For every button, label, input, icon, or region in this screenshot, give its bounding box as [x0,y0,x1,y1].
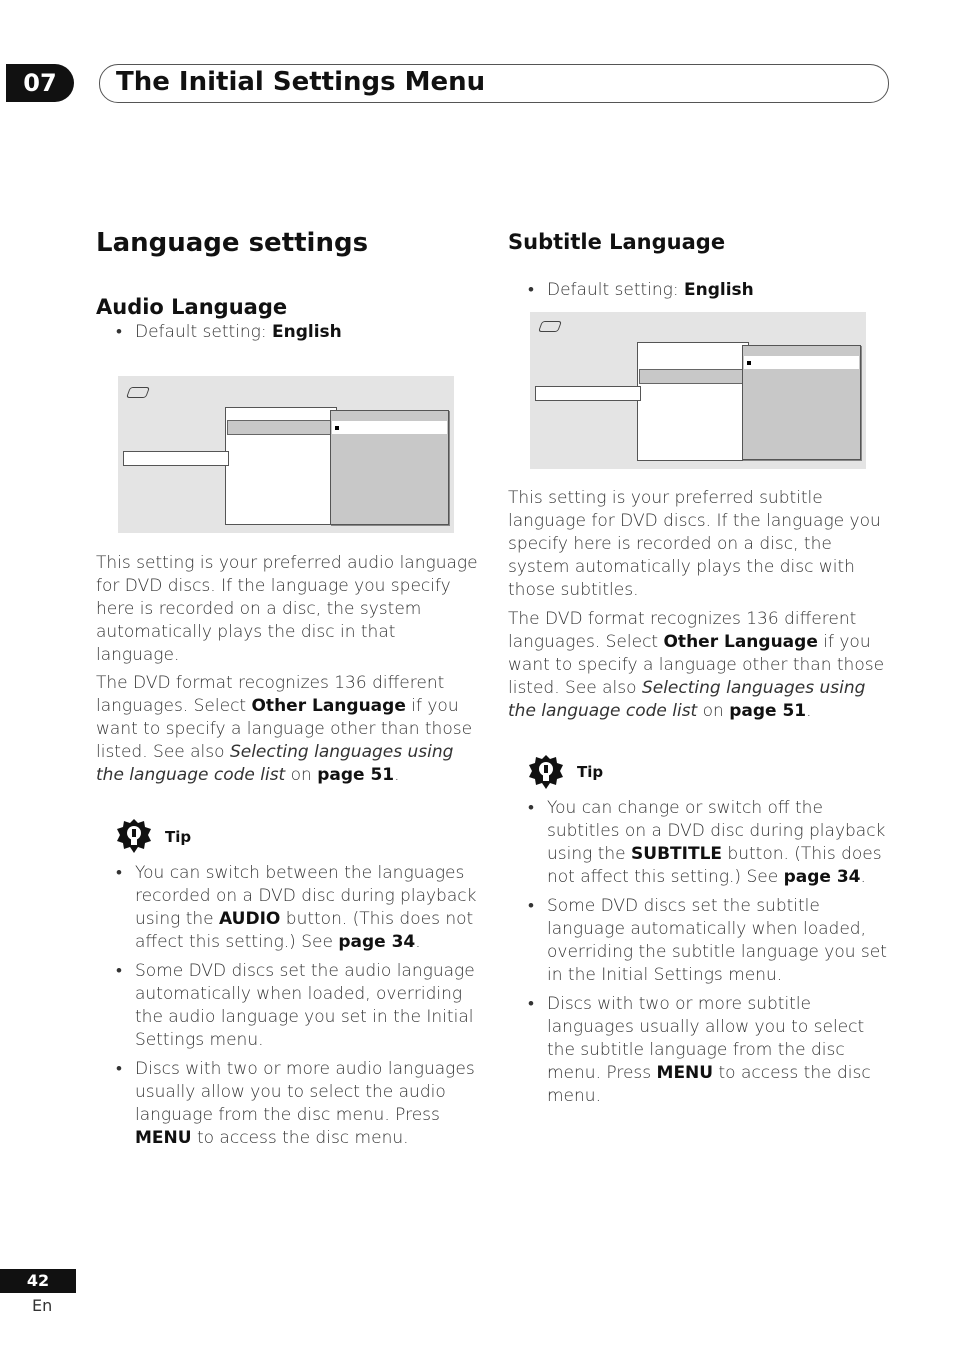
text-run: Discs with two or more subtitle languages usually allow you to select the subtitle language from the disc menu. Press [547,994,865,1083]
audio-description: This setting is your preferred audio language for DVD discs. If the language you specify here is recorded on a disc, the system automatically plays the disc in that language. [96,553,478,665]
text-run: to access the disc menu. [547,1063,871,1106]
subtitle-description: This setting is your preferred subtitle language for DVD discs. If the language you specify here is recorded on a disc, the system automatically plays the disc with those subtitles. [508,488,881,600]
menu-tab [123,451,229,466]
page-reference: page 34 [338,932,416,952]
disc-icon [538,321,562,332]
menu-panel [637,342,749,461]
subtitle-tip-list [508,797,890,1114]
subtitle-default-setting [508,279,917,302]
audio-language-count [96,672,478,787]
subtitle-tip-label: Tip [577,763,604,781]
selection-marker-icon [747,361,751,365]
disc-icon [126,387,150,398]
text-run: on [285,765,318,785]
list-item [96,1058,478,1150]
text-run: button. (This does not affect this setting.) See [547,844,882,887]
section-title: Language settings [96,228,369,258]
audio-default-value: English [272,322,342,342]
subtitle-button-term: SUBTITLE [631,844,723,864]
audio-button-term: AUDIO [219,909,281,929]
list-item: • Some DVD discs set the subtitle language automatically when loaded, overriding the subtitle language you set in the Initial Settings menu. [508,895,890,987]
other-language-term: Other Language [251,696,406,716]
menu-button-term: MENU [656,1063,714,1083]
language-code: En [32,1296,53,1315]
text-run: . [860,867,866,887]
page-reference: page 51 [729,701,807,721]
cross-reference-title: Selecting languages using the language code list [96,742,454,785]
text-run: button. (This does not affect this setting.) See [135,909,474,952]
menu-highlight-row [639,369,747,384]
audio-tip-label: Tip [165,828,192,846]
text-run: if you want to specify a language other than those listed. See also [508,632,885,698]
audio-language-heading: Audio Language [96,295,288,319]
list-item [508,797,890,889]
list-item [508,993,890,1108]
lightbulb-tip-icon [116,818,152,854]
text-run: You can switch between the languages recorded on a DVD disc during playback using the [135,863,477,929]
page-reference: page 51 [317,765,395,785]
subtitle-default-value: English [684,280,754,300]
selection-marker-icon [335,426,339,430]
text-run: The DVD format recognizes 136 different languages. Select [508,609,857,652]
audio-menu-screenshot [118,376,454,533]
subtitle-default-prefix: Default setting: [547,280,684,300]
text-run: The DVD format recognizes 136 different languages. Select [96,673,445,716]
chapter-number-badge: 07 [6,64,74,102]
subtitle-language-heading: Subtitle Language [508,230,726,254]
subtitle-language-count [508,608,890,723]
submenu-selected-row [332,421,447,434]
audio-default-prefix: Default setting: [135,322,272,342]
cross-reference-title: Selecting languages using the language code list [508,678,866,721]
lightbulb-tip-icon [528,754,564,790]
submenu-selected-row [744,356,859,369]
audio-tip-list [96,862,478,1156]
text-run: . [806,701,812,721]
page-number: 42 [0,1269,76,1293]
text-run: Discs with two or more audio languages usually allow you to select the audio language from the disc menu. Press [135,1059,475,1125]
text-run: on [697,701,730,721]
subtitle-menu-screenshot [530,312,866,469]
list-item [96,862,478,954]
page-reference: page 34 [783,867,861,887]
text-run: You can change or switch off the subtitles on a DVD disc during playback using the [547,798,886,864]
chapter-title: The Initial Settings Menu [116,67,486,97]
submenu-panel [330,410,449,525]
menu-button-term: MENU [135,1128,192,1148]
text-run: . [415,932,421,952]
menu-tab [535,386,641,401]
menu-highlight-row [227,420,335,435]
text-run: to access the disc menu. [191,1128,409,1148]
other-language-term: Other Language [663,632,818,652]
submenu-panel [742,345,861,460]
audio-default-setting [96,321,495,344]
text-run: if you want to specify a language other than those listed. See also [96,696,473,762]
list-item: • Some DVD discs set the audio language automatically when loaded, overriding the audio language you set in the Initial Settings menu. [96,960,478,1052]
text-run: . [394,765,400,785]
